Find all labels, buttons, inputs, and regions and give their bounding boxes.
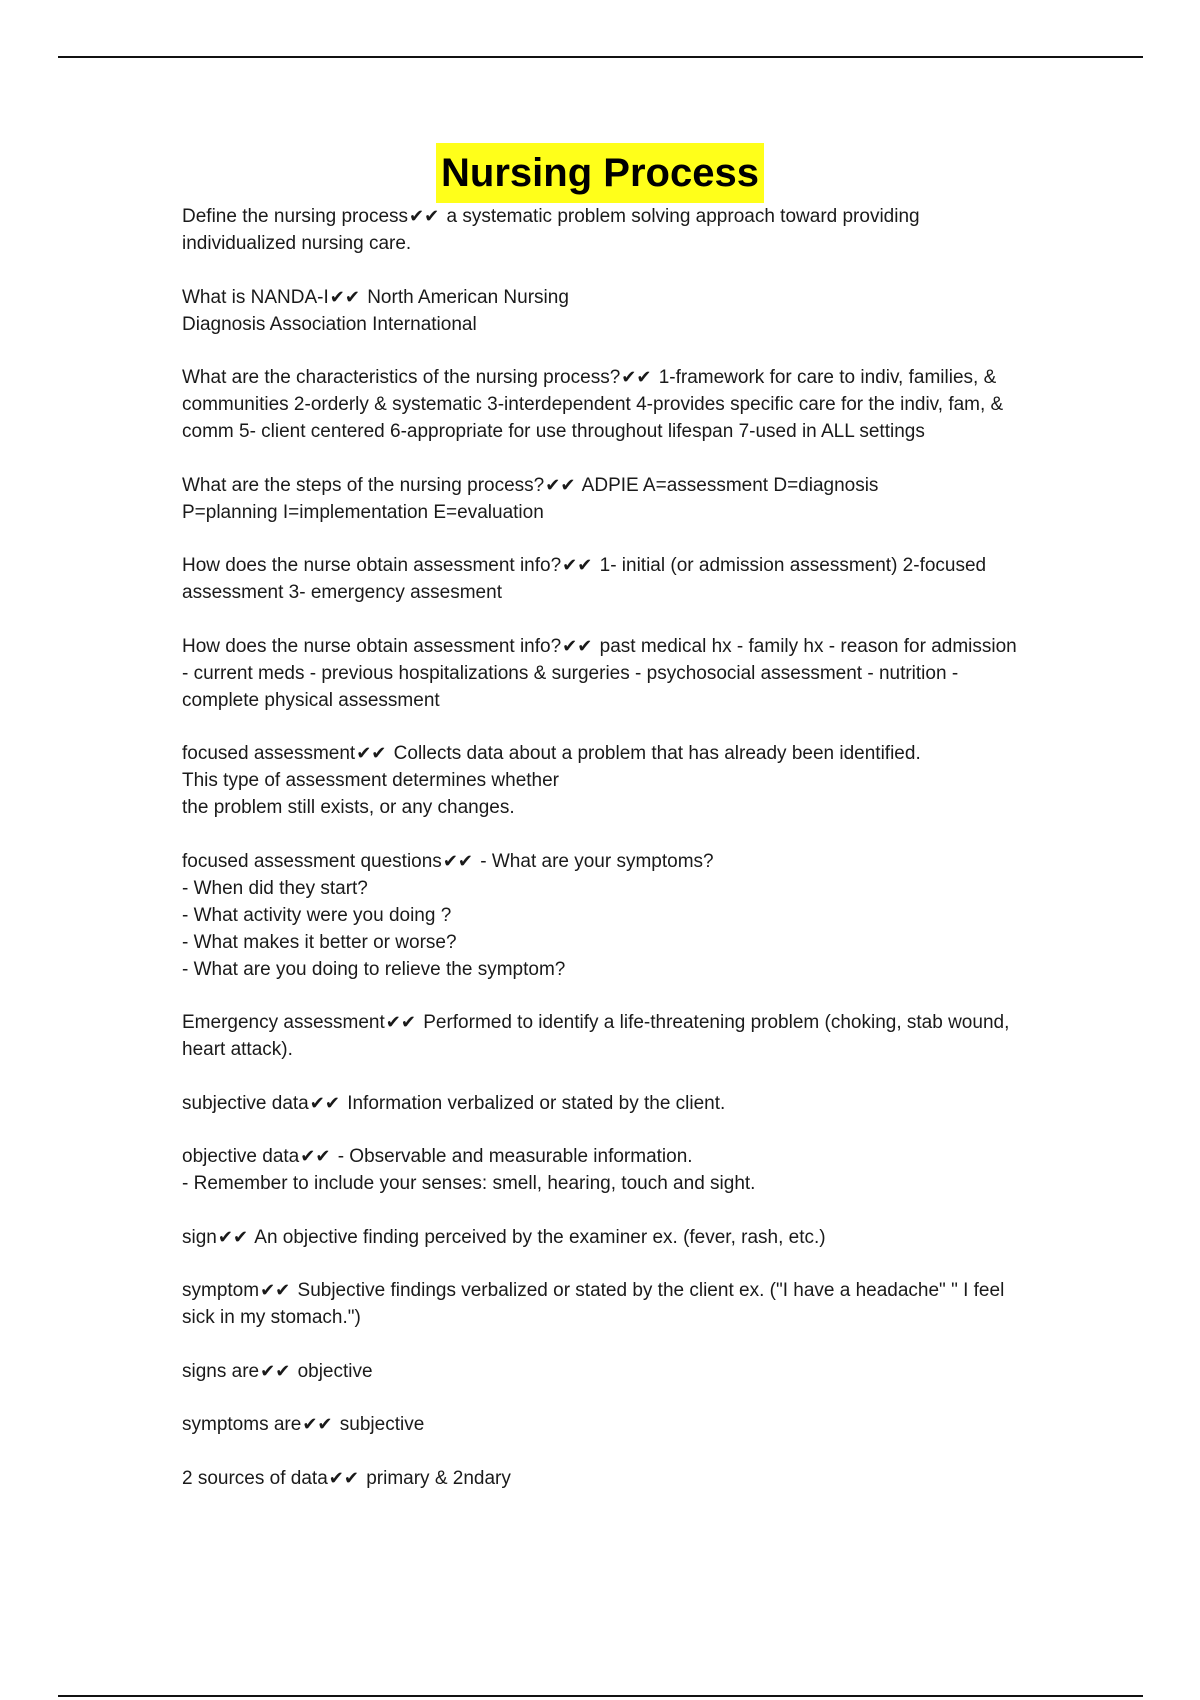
check-mark-icon: ✔✔ bbox=[442, 850, 473, 872]
check-mark-icon: ✔✔ bbox=[217, 1226, 249, 1248]
check-mark-icon: ✔✔ bbox=[356, 743, 387, 764]
entry-term: How does the nurse obtain assessment info? bbox=[182, 635, 562, 657]
entry-definition: a systematic problem solving approach toward providing individualized nursing care. bbox=[182, 206, 925, 254]
check-mark-icon: ✔✔ bbox=[545, 474, 576, 496]
entry-definition: Collects data about a problem that has already been identified. This type of assessment determines whether the problem still exists, or any changes. bbox=[182, 743, 921, 818]
flashcard-entry bbox=[182, 848, 1022, 983]
entry-term: focused assessment bbox=[182, 743, 356, 764]
entry-term: symptoms are bbox=[182, 1414, 302, 1435]
check-mark-icon: ✔✔ bbox=[329, 286, 360, 308]
flashcard-entry bbox=[182, 1465, 1022, 1492]
flashcard-entry bbox=[182, 552, 1022, 606]
entry-definition: objective bbox=[297, 1360, 373, 1382]
entry-definition: 1- initial (or admission assessment) 2-focused assessment 3- emergency assesment bbox=[182, 555, 992, 603]
entry-definition: primary & 2ndary bbox=[366, 1467, 511, 1489]
check-mark-icon: ✔✔ bbox=[300, 1146, 331, 1167]
check-mark-icon: ✔✔ bbox=[562, 555, 593, 576]
check-mark-icon: ✔✔ bbox=[409, 206, 440, 227]
entry-definition: past medical hx - family hx - reason for admission - current meds - previous hospitalizations & surgeries - psychosocial assessment - nutrition - complete physical assessment bbox=[182, 635, 1023, 711]
entry-term: What is NANDA-I bbox=[182, 286, 329, 308]
entry-definition: Performed to identify a life-threatening problem (choking, stab wound, heart attack). bbox=[182, 1012, 1015, 1060]
flashcard-entry bbox=[182, 633, 1022, 714]
entry-term: 2 sources of data bbox=[182, 1467, 328, 1489]
flashcard-entry bbox=[182, 284, 1022, 338]
entry-definition: North American Nursing Diagnosis Association International bbox=[182, 286, 569, 335]
entry-definition: Information verbalized or stated by the client. bbox=[347, 1092, 726, 1114]
entry-definition: - Observable and measurable information. - Remember to include your senses: smell, hearing, touch and sight. bbox=[182, 1146, 756, 1194]
flashcard-entry bbox=[182, 1009, 1022, 1063]
check-mark-icon: ✔✔ bbox=[260, 1360, 291, 1382]
entry-definition: ADPIE A=assessment D=diagnosis P=planning I=implementation E=evaluation bbox=[182, 474, 879, 523]
check-mark-icon: ✔✔ bbox=[621, 367, 652, 388]
check-mark-icon: ✔✔ bbox=[562, 635, 593, 657]
bottom-rule bbox=[58, 1695, 1143, 1697]
entry-definition: An objective finding perceived by the examiner ex. (fever, rash, etc.) bbox=[254, 1226, 826, 1248]
flashcard-entry bbox=[182, 1277, 1022, 1331]
entry-term: sign bbox=[182, 1226, 217, 1248]
entry-term: objective data bbox=[182, 1146, 300, 1167]
flashcard-entry bbox=[182, 1143, 1022, 1197]
entry-definition: subjective bbox=[339, 1414, 425, 1435]
entry-term: What are the steps of the nursing process? bbox=[182, 474, 545, 496]
entry-term: signs are bbox=[182, 1360, 260, 1382]
flashcard-entry bbox=[182, 1224, 1022, 1251]
flashcard-list bbox=[182, 203, 1022, 1518]
entry-term: focused assessment questions bbox=[182, 850, 442, 872]
page-title: Nursing Process bbox=[436, 143, 764, 203]
entry-term: Emergency assessment bbox=[182, 1012, 385, 1033]
entry-term: Define the nursing process bbox=[182, 206, 409, 227]
top-rule bbox=[58, 56, 1143, 58]
check-mark-icon: ✔✔ bbox=[260, 1280, 291, 1301]
flashcard-entry bbox=[182, 203, 1022, 257]
entry-term: What are the characteristics of the nursing process? bbox=[182, 367, 621, 388]
flashcard-entry bbox=[182, 472, 1022, 526]
entry-term: symptom bbox=[182, 1280, 260, 1301]
entry-definition: Subjective findings verbalized or stated by the client ex. ("I have a headache" " I feel sick in my stomach.") bbox=[182, 1280, 1010, 1328]
flashcard-entry bbox=[182, 1358, 1022, 1385]
check-mark-icon: ✔✔ bbox=[302, 1414, 333, 1435]
entry-term: How does the nurse obtain assessment info? bbox=[182, 555, 562, 576]
flashcard-entry bbox=[182, 364, 1022, 445]
flashcard-entry bbox=[182, 1411, 1022, 1438]
check-mark-icon: ✔✔ bbox=[385, 1012, 416, 1033]
check-mark-icon: ✔✔ bbox=[309, 1092, 340, 1114]
check-mark-icon: ✔✔ bbox=[328, 1467, 359, 1489]
flashcard-entry bbox=[182, 1090, 1022, 1117]
title-area bbox=[0, 143, 1200, 203]
flashcard-entry bbox=[182, 740, 1022, 821]
entry-term: subjective data bbox=[182, 1092, 309, 1114]
entry-definition: - What are your symptoms? - When did they start? - What activity were you doing ? - What makes it better or worse? - What are you doing to relieve the symptom? bbox=[182, 850, 714, 980]
entry-definition: 1-framework for care to indiv, families, & communities 2-orderly & systematic 3-interdependent 4-provides specific care for the indiv, fam, & comm 5- client centered 6-appropriate for use throughout lifespan 7-used in ALL settings bbox=[182, 367, 1009, 442]
